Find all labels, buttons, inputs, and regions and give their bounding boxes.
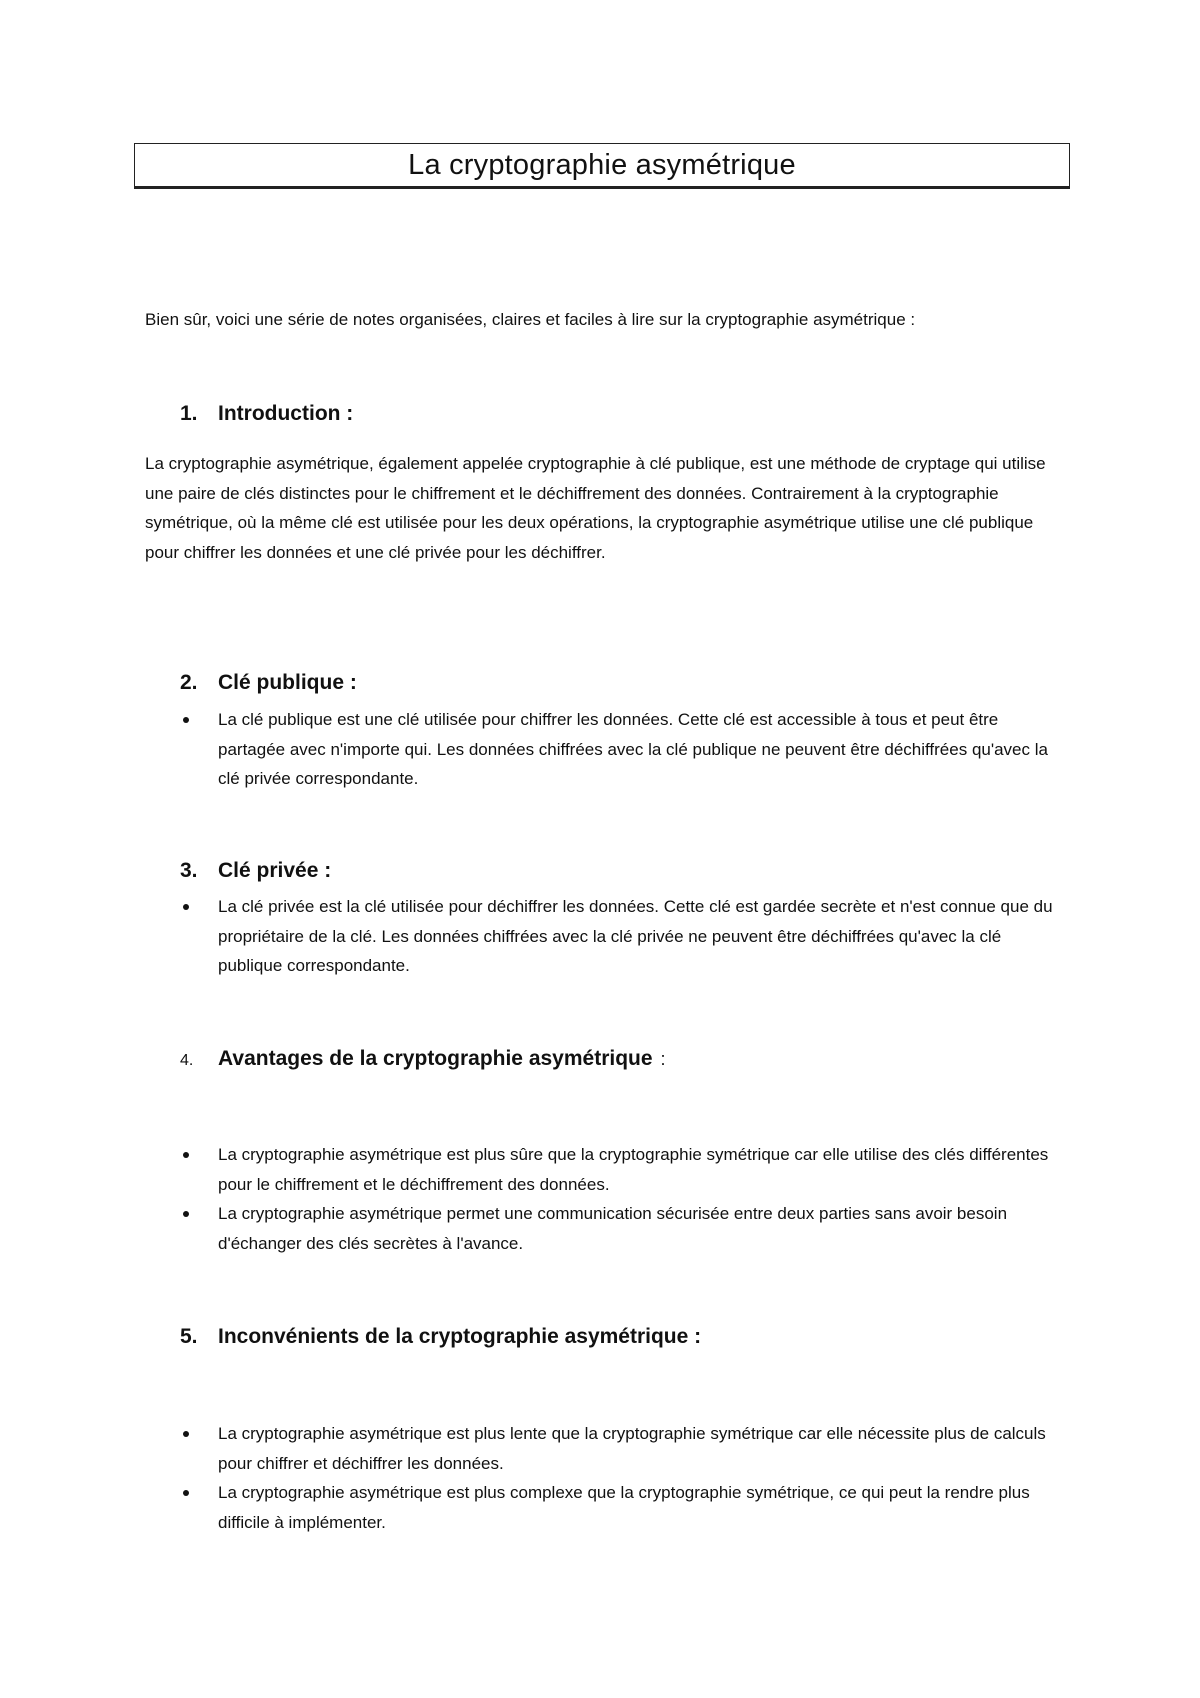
bullet-icon <box>183 1152 189 1158</box>
list-item-text: La cryptographie asymétrique est plus complexe que la cryptographie symétrique, ce qui peut la rendre plus difficile à implémenter. <box>218 1483 1030 1532</box>
section-4-title: Avantages de la cryptographie asymétrique <box>218 1047 653 1070</box>
list-item <box>180 705 1060 794</box>
section-5-number: 5. <box>180 1325 198 1348</box>
section-2-heading <box>180 671 357 695</box>
list-item <box>180 892 1060 981</box>
list-item <box>180 1419 1060 1478</box>
bullet-icon <box>183 1211 189 1217</box>
section-1-number: 1. <box>180 402 198 425</box>
list-item <box>180 1140 1060 1199</box>
bullet-icon <box>183 1431 189 1437</box>
intro-text: Bien sûr, voici une série de notes organisées, claires et faciles à lire sur la cryptographie asymétrique : <box>145 310 916 329</box>
section-3-title: Clé privée : <box>218 859 332 882</box>
section-3-bullets <box>180 892 1060 981</box>
section-2-number: 2. <box>180 671 198 694</box>
section-1-title: Introduction : <box>218 402 354 425</box>
list-item-text: La cryptographie asymétrique permet une communication sécurisée entre deux parties sans avoir besoin d'échanger des clés secrètes à l'avance. <box>218 1204 1008 1253</box>
list-item-text: La clé privée est la clé utilisée pour déchiffrer les données. Cette clé est gardée secrète et n'est connue que du propriétaire de la clé. Les données chiffrées avec la clé privée ne peuvent être déchiffrées qu'avec la clé publique correspondante. <box>218 897 1053 975</box>
list-item-text: La cryptographie asymétrique est plus lente que la cryptographie symétrique car elle nécessite plus de calculs pour chiffrer et déchiffrer les données. <box>218 1424 1046 1473</box>
section-4-colon: : <box>660 1049 666 1069</box>
document-title: La cryptographie asymétrique <box>408 148 796 181</box>
section-2-title: Clé publique : <box>218 671 357 694</box>
section-4-heading <box>180 1047 666 1071</box>
list-item-text: La clé publique est une clé utilisée pour chiffrer les données. Cette clé est accessible à tous et peut être partagée avec n'importe qui. Les données chiffrées avec la clé publique ne peuvent être déchiffrées qu'avec la clé privée correspondante. <box>218 710 1048 788</box>
list-item <box>180 1199 1060 1258</box>
section-2-bullets <box>180 705 1060 794</box>
bullet-icon <box>183 717 189 723</box>
section-3-heading <box>180 859 331 883</box>
section-4-bullets <box>180 1140 1060 1258</box>
list-item <box>180 1478 1060 1537</box>
section-1-heading <box>180 402 353 426</box>
section-4-number: 4. <box>180 1052 194 1069</box>
section-5-bullets <box>180 1419 1060 1537</box>
section-5-heading <box>180 1325 701 1349</box>
bullet-icon <box>183 904 189 910</box>
title-box <box>134 143 1070 189</box>
section-3-number: 3. <box>180 859 198 882</box>
section-1-paragraph: La cryptographie asymétrique, également appelée cryptographie à clé publique, est une méthode de cryptage qui utilise une paire de clés distinctes pour le chiffrement et le déchiffrement des données. Contrairement à la cryptographie symétrique, où la même clé est utilisée pour les deux opérations, la cryptographie asymétrique utilise une clé publique pour chiffrer les données et une clé privée pour les déchiffrer. <box>145 454 1046 562</box>
bullet-icon <box>183 1490 189 1496</box>
section-5-title: Inconvénients de la cryptographie asymétrique : <box>218 1325 702 1348</box>
list-item-text: La cryptographie asymétrique est plus sûre que la cryptographie symétrique car elle utilise des clés différentes pour le chiffrement et le déchiffrement des données. <box>218 1145 1049 1194</box>
